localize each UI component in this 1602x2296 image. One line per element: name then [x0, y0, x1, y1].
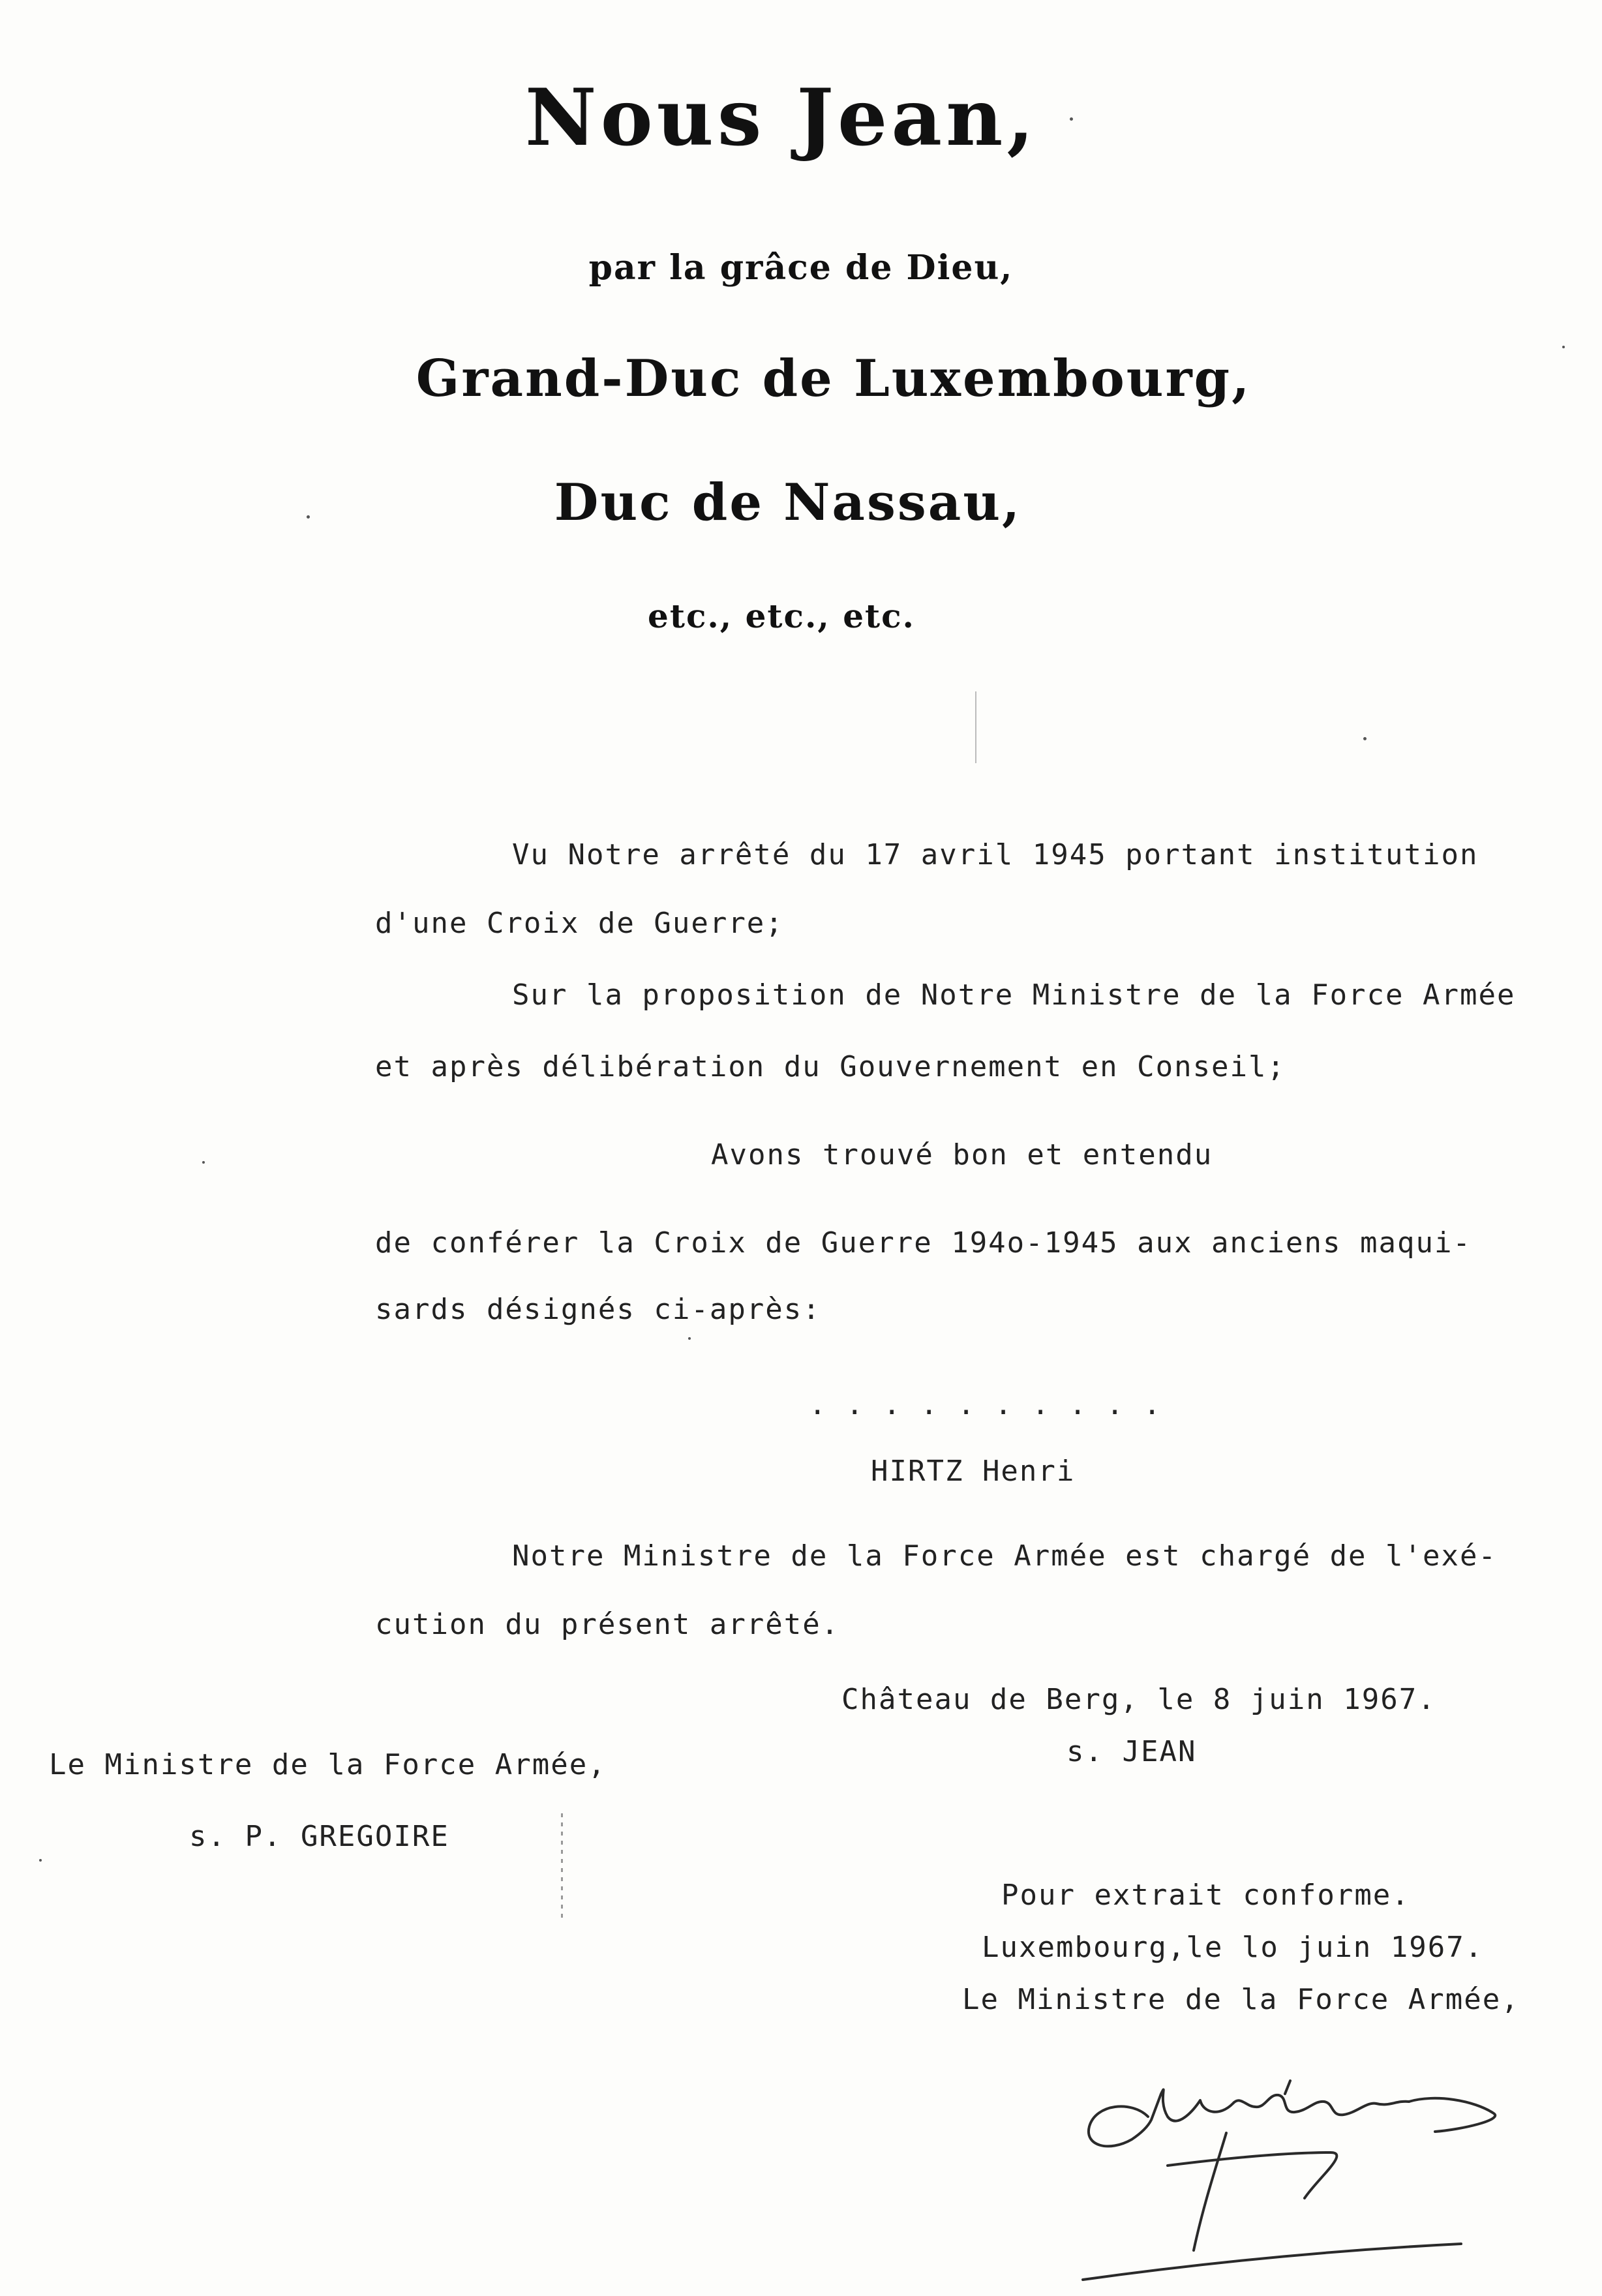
extract-line-1: Pour extrait conforme.	[1001, 1879, 1410, 1912]
paragraph-2-line-2: et après délibération du Gouvernement en Conseil;	[375, 1050, 1286, 1083]
paragraph-1-line-1: Vu Notre arrêté du 17 avril 1945 portant institution	[512, 838, 1479, 871]
paper-speck	[202, 1161, 205, 1164]
heading-grand-duc: Grand-Duc de Luxembourg,	[416, 349, 1252, 408]
paper-speck	[1363, 737, 1367, 740]
extract-line-2: Luxembourg,le lo juin 1967.	[982, 1931, 1484, 1964]
handwritten-signature	[1070, 2055, 1513, 2283]
heading-title: Nous Jean,	[524, 72, 1038, 164]
heading-etc: etc., etc., etc.	[648, 597, 915, 635]
omission-dots: . . . . . . . . . .	[809, 1388, 1162, 1421]
paragraph-5-line-1: Notre Ministre de la Force Armée est chargé de l'exé-	[512, 1539, 1497, 1573]
paper-speck	[688, 1337, 691, 1340]
minister-title: Le Ministre de la Force Armée,	[49, 1748, 607, 1781]
paragraph-2-line-1: Sur la proposition de Notre Ministre de la Force Armée	[512, 978, 1516, 1012]
paragraph-1-line-2: d'une Croix de Guerre;	[375, 907, 784, 940]
paragraph-4-line-2: sards désignés ci-après:	[375, 1293, 821, 1326]
paper-crease-mark	[975, 691, 976, 763]
paper-speck	[307, 515, 310, 519]
paper-speck	[1070, 117, 1073, 121]
paper-speck	[39, 1859, 42, 1862]
paragraph-5-line-2: cution du présent arrêté.	[375, 1608, 840, 1641]
paper-speck	[1562, 346, 1565, 348]
recipient-name: HIRTZ Henri	[871, 1455, 1076, 1488]
signed-jean: s. JEAN	[1066, 1735, 1197, 1768]
paragraph-3: Avons trouvé bon et entendu	[711, 1138, 1213, 1171]
heading-duc: Duc de Nassau,	[554, 473, 1022, 532]
signed-minister: s. P. GREGOIRE	[189, 1820, 449, 1853]
paragraph-4-line-1: de conférer la Croix de Guerre 194o-1945 aux anciens maqui-	[375, 1226, 1472, 1260]
paper-staple-mark	[561, 1813, 563, 1918]
heading-grace: par la grâce de Dieu,	[588, 248, 1014, 288]
extract-line-3: Le Ministre de la Force Armée,	[962, 1983, 1520, 2016]
place-date: Château de Berg, le 8 juin 1967.	[841, 1683, 1436, 1716]
